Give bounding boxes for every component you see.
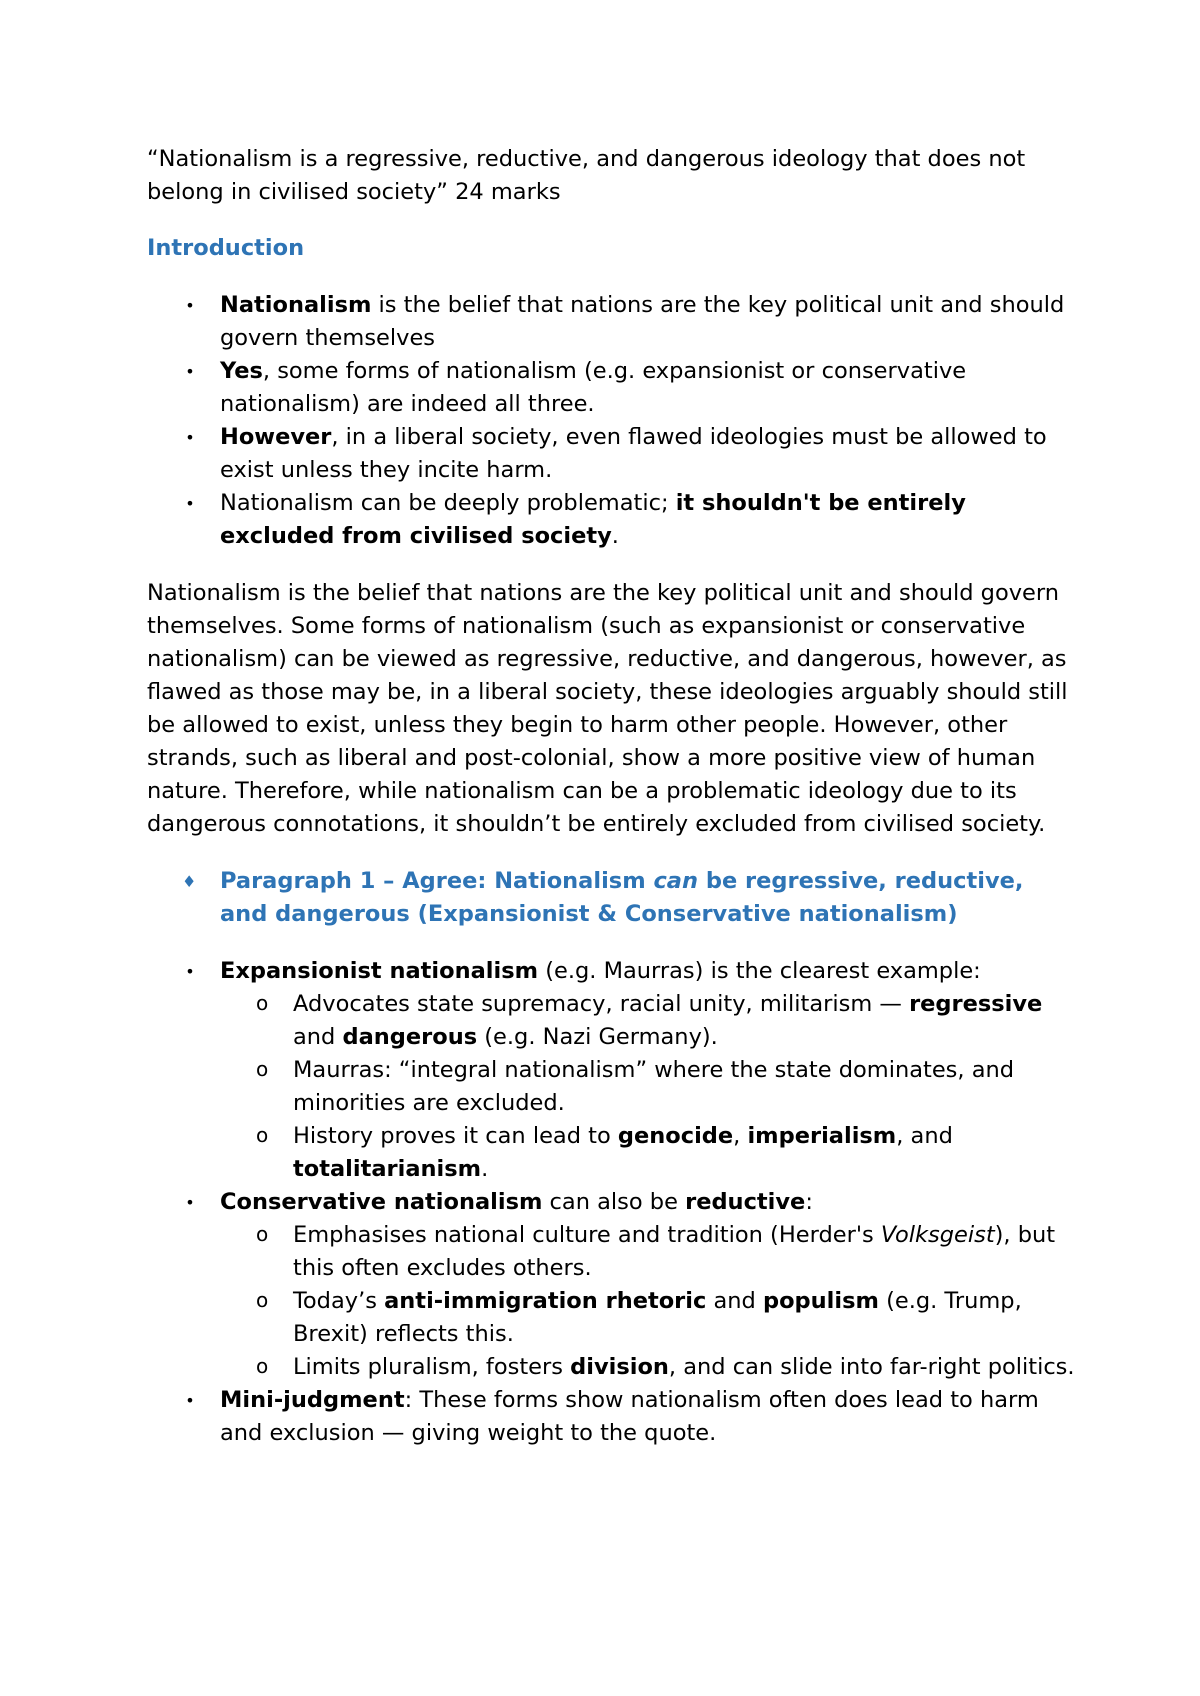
body-text: , <box>733 1123 748 1149</box>
introduction-paragraph: Nationalism is the belief that nations are the key political unit and should govern themselves. Some forms of nationalism (such as expansionist or conservative nationalism) can be viewed as regressive, reductive, and dangerous, however, as flawed as those may be, in a liberal society, these ideologies arguably should still be allowed to exist, unless they begin to harm other people. However, other strands, such as liberal and post-colonial, show a more positive view of human nature. Therefore, while nationalism can be a problematic ideology due to its dangerous connotations, it shouldn’t be entirely excluded from civilised society. <box>147 580 1068 837</box>
italic-text: Volksgeist <box>880 1222 995 1248</box>
bullet-expansionist <box>147 955 1077 1186</box>
bold-text: it shouldn't be entirely excluded from civilised society <box>220 490 966 549</box>
bullet-icon: • <box>185 1391 195 1410</box>
diamond-bullet-icon: ♦ <box>182 872 197 891</box>
bold-text: Expansionist nationalism <box>220 958 539 984</box>
bullet-icon: • <box>185 962 195 981</box>
heading-text: be regressive, reductive, and dangerous (Expansionist & Conservative nationalism) <box>220 868 1024 927</box>
intro-bullet-nationalism <box>147 289 1077 355</box>
body-text: History proves it can lead to <box>293 1123 618 1149</box>
bold-text: dangerous <box>342 1024 478 1050</box>
bold-text: totalitarianism <box>293 1156 482 1182</box>
sub-bullet-state-supremacy <box>220 988 1077 1054</box>
bold-text: imperialism <box>747 1123 897 1149</box>
sub-bullet-icon: o <box>256 1123 269 1147</box>
introduction-bullet-list <box>147 289 1077 553</box>
body-text: Limits pluralism, fosters <box>293 1354 571 1380</box>
body-text: and <box>293 1024 343 1050</box>
bullet-icon: • <box>185 1193 195 1212</box>
bold-text: However <box>220 424 332 450</box>
bold-text: Nationalism <box>220 292 372 318</box>
sub-bullet-history <box>220 1120 1077 1186</box>
body-text: : These forms show nationalism often does lead to harm and exclusion — giving weight to the quote. <box>220 1387 1039 1446</box>
paragraph-1-bullet-list <box>147 955 1077 1450</box>
introduction-heading: Introduction <box>147 235 305 261</box>
bullet-conservative <box>147 1186 1077 1384</box>
sub-bullet-pluralism <box>220 1351 1077 1384</box>
expansionist-sub-list <box>220 988 1077 1186</box>
bullet-icon: • <box>185 296 195 315</box>
italic-text: can <box>653 868 699 894</box>
body-text: Emphasises national culture and tradition (Herder's <box>293 1222 881 1248</box>
intro-bullet-problematic <box>147 487 1077 553</box>
intro-bullet-yes <box>147 355 1077 421</box>
bullet-icon: • <box>185 428 195 447</box>
document-page <box>147 143 1077 1450</box>
body-text: (e.g. Nazi Germany). <box>477 1024 718 1050</box>
paragraph-1-heading <box>147 865 1077 931</box>
body-text: , and can slide into far-right politics. <box>668 1354 1075 1380</box>
bold-text: Conservative nationalism <box>220 1189 543 1215</box>
body-text: ), but this often excludes others. <box>293 1222 1056 1281</box>
body-text: and <box>706 1288 763 1314</box>
bullet-icon: • <box>185 494 195 513</box>
bullet-icon: • <box>185 362 195 381</box>
body-text: Nationalism can be deeply problematic; <box>220 490 676 516</box>
body-text: (e.g. Trump, Brexit) reflects this. <box>293 1288 1022 1347</box>
bold-text: Yes <box>220 358 263 384</box>
bold-text: genocide <box>617 1123 734 1149</box>
sub-bullet-anti-immigration <box>220 1285 1077 1351</box>
sub-bullet-icon: o <box>256 991 269 1015</box>
body-text: can also be <box>542 1189 686 1215</box>
sub-bullet-icon: o <box>256 1057 269 1081</box>
sub-bullet-national-culture <box>220 1219 1077 1285</box>
sub-bullet-icon: o <box>256 1354 269 1378</box>
bold-text: reductive <box>685 1189 806 1215</box>
conservative-sub-list <box>220 1219 1077 1384</box>
bold-text: division <box>570 1354 669 1380</box>
bold-text: anti-immigration rhetoric <box>384 1288 707 1314</box>
bold-text: populism <box>762 1288 879 1314</box>
body-text: , in a liberal society, even flawed ideologies must be allowed to exist unless they incite harm. <box>220 424 1047 483</box>
body-text: Maurras: “integral nationalism” where the state dominates, and minorities are excluded. <box>293 1057 1015 1116</box>
intro-bullet-however <box>147 421 1077 487</box>
sub-bullet-icon: o <box>256 1288 269 1312</box>
body-text: . <box>481 1156 489 1182</box>
body-text: Today’s <box>293 1288 385 1314</box>
bullet-mini-judgment <box>147 1384 1077 1450</box>
heading-text: Paragraph 1 – Agree: Nationalism <box>220 868 654 894</box>
body-text: : <box>805 1189 813 1215</box>
body-text: , and <box>896 1123 953 1149</box>
bold-text: Mini-judgment <box>220 1387 405 1413</box>
body-text: , some forms of nationalism (e.g. expansionist or conservative nationalism) are indeed all three. <box>220 358 967 417</box>
body-text: (e.g. Maurras) is the clearest example: <box>538 958 981 984</box>
body-text: . <box>611 523 619 549</box>
sub-bullet-integral-nationalism <box>220 1054 1077 1120</box>
bold-text: regressive <box>909 991 1043 1017</box>
essay-question-text: “Nationalism is a regressive, reductive, and dangerous ideology that does not belong in civilised society” 24 marks <box>147 146 1026 205</box>
body-text: Advocates state supremacy, racial unity, militarism — <box>293 991 910 1017</box>
essay-question <box>147 143 1077 209</box>
body-text: is the belief that nations are the key political unit and should govern themselves <box>220 292 1065 351</box>
sub-bullet-icon: o <box>256 1222 269 1246</box>
